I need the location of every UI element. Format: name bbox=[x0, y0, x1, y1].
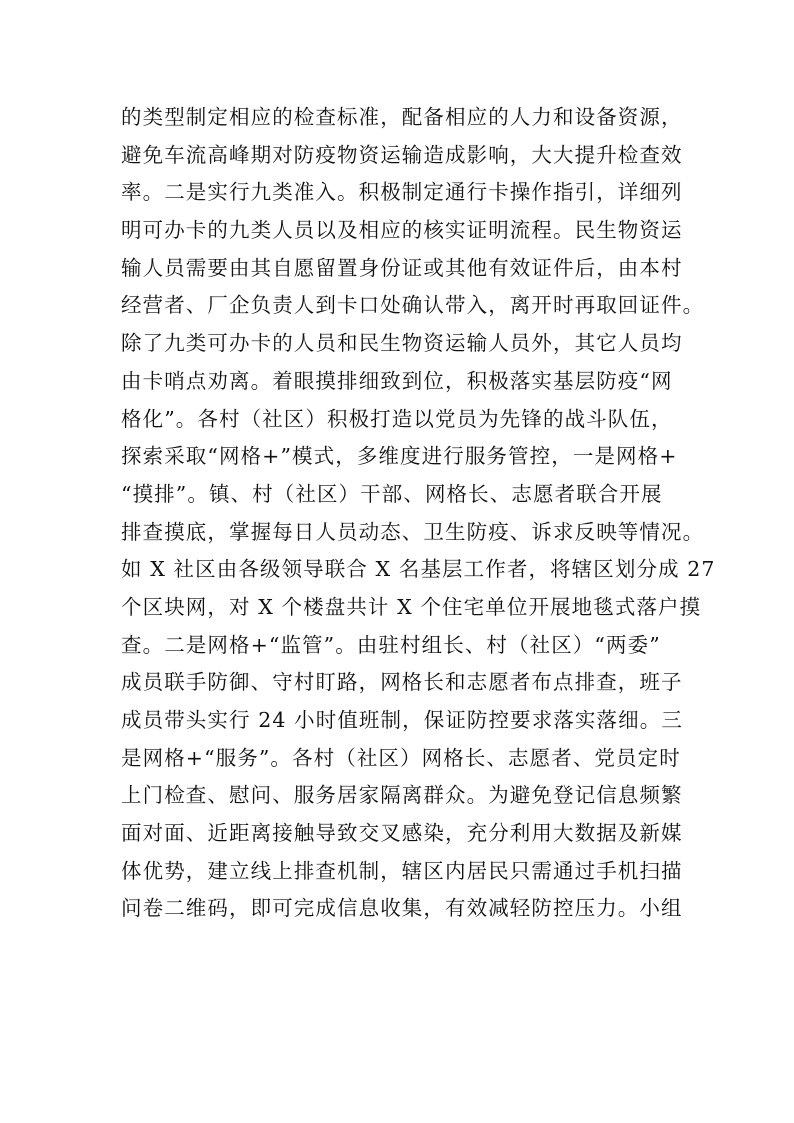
text-line: “摸排”。镇、村（社区）干部、网格长、志愿者联合开展 bbox=[121, 481, 663, 506]
text-line: 上门检查、慰问、服务居家隔离群众。为避免登记信息频繁 bbox=[121, 783, 683, 808]
text-line: 个区块网，对 X 个楼盘共计 X 个住宅单位开展地毯式落户摸 bbox=[121, 594, 702, 619]
text-line: 的类型制定相应的检查标准，配备相应的人力和设备资源， bbox=[121, 105, 683, 129]
text-line: 成员联手防御、守村盯路，网格长和志愿者布点排查，班子 bbox=[121, 670, 683, 695]
text-line: 格化”。各村（社区）积极打造以党员为先锋的战斗队伍， bbox=[121, 406, 673, 431]
text-line: 体优势，建立线上排查机制，辖区内居民只需通过手机扫描 bbox=[121, 858, 683, 883]
text-line: 问卷二维码，即可完成信息收集，有效减轻防控压力。小组 bbox=[121, 896, 683, 921]
text-line: 面对面、近距离接触导致交叉感染，充分利用大数据及新媒 bbox=[121, 821, 683, 846]
text-line: 除了九类可办卡的人员和民生物资运输人员外，其它人员均 bbox=[121, 331, 683, 356]
text-line: 探索采取“网格+”模式，多维度进行服务管控，一是网格+ bbox=[121, 444, 678, 469]
text-line: 查。二是网格+“监管”。由驻村组长、村（社区）“两委” bbox=[121, 632, 661, 657]
text-line: 输人员需要由其自愿留置身份证或其他有效证件后，由本村 bbox=[121, 255, 683, 280]
text-line: 明可办卡的九类人员以及相应的核实证明流程。民生物资运 bbox=[121, 218, 683, 243]
text-line: 成员带头实行 24 小时值班制，保证防控要求落实落细。三 bbox=[121, 708, 683, 732]
text-line: 避免车流高峰期对防疫物资运输造成影响，大大提升检查效 bbox=[121, 142, 683, 167]
text-line: 经营者、厂企负责人到卡口处确认带入，离开时再取回证件。 bbox=[121, 293, 705, 318]
document-body bbox=[121, 99, 716, 928]
text-line: 排查摸底，掌握每日人员动态、卫生防疫、诉求反映等情况。 bbox=[121, 519, 705, 544]
text-line: 是网格+“服务”。各村（社区）网格长、志愿者、党员定时 bbox=[121, 745, 681, 770]
text-line: 率。二是实行九类准入。积极制定通行卡操作指引，详细列 bbox=[121, 180, 683, 205]
text-line: 由卡哨点劝离。着眼摸排细致到位，积极落实基层防疫“网 bbox=[121, 368, 673, 393]
text-line: 如 X 社区由各级领导联合 X 名基层工作者，将辖区划分成 27 bbox=[121, 557, 716, 582]
